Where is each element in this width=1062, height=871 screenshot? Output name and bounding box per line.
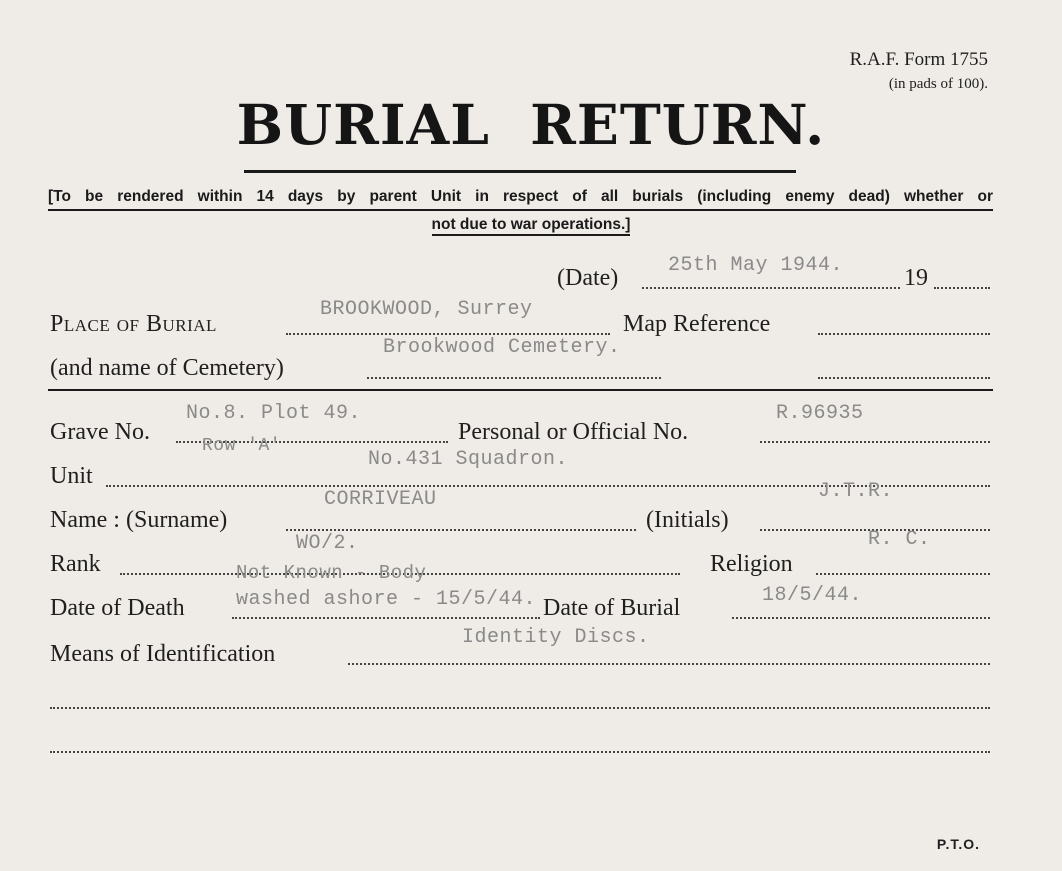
death-value-line-2: washed ashore - 15/5/44. xyxy=(236,588,537,611)
map-reference-field-line xyxy=(818,333,990,335)
rank-value: WO/2. xyxy=(296,532,359,555)
surname-field-line xyxy=(286,529,636,531)
religion-label: Religion xyxy=(710,551,793,577)
pto-note: P.T.O. xyxy=(936,836,980,852)
extra-field-line-2 xyxy=(50,751,990,753)
year-field-line xyxy=(934,287,990,289)
date-field-line xyxy=(642,287,900,289)
year-prefix: 19 xyxy=(904,265,928,291)
personal-no-field-line xyxy=(760,441,990,443)
instruction-line-2: not due to war operations.] xyxy=(432,216,631,236)
instruction-line-2-wrap xyxy=(0,216,1062,234)
grave-value: No.8. Plot 49. xyxy=(186,402,362,425)
map-reference-field-line-2 xyxy=(818,377,990,379)
personal-no-label: Personal or Official No. xyxy=(458,419,689,445)
religion-value: R. C. xyxy=(868,528,931,551)
form-number-block xyxy=(850,48,988,96)
grave-row-value: Row 'A' xyxy=(202,436,282,456)
form-title: BURIAL RETURN. xyxy=(236,92,826,157)
section-divider xyxy=(48,389,993,391)
extra-field-line-1 xyxy=(50,707,990,709)
rank-label: Rank xyxy=(50,551,101,577)
place-field-line xyxy=(286,333,610,335)
unit-value: No.431 Squadron. xyxy=(368,448,569,471)
cemetery-field-line xyxy=(367,377,661,379)
form-number: R.A.F. Form 1755 xyxy=(849,49,988,70)
identification-label: Means of Identification xyxy=(50,641,276,667)
date-of-burial-value: 18/5/44. xyxy=(762,584,863,607)
identification-field-line xyxy=(348,663,990,665)
date-of-death-field-line xyxy=(232,617,540,619)
date-label: (Date) xyxy=(557,265,619,291)
grave-no-label: Grave No. xyxy=(50,419,150,445)
instruction-underline xyxy=(48,209,993,211)
date-value: 25th May 1944. xyxy=(668,254,844,277)
place-value: BROOKWOOD, Surrey xyxy=(320,298,533,321)
unit-label: Unit xyxy=(50,463,93,489)
initials-label: (Initials) xyxy=(646,507,729,533)
place-of-burial-label: Place of Burial xyxy=(50,311,217,337)
personal-no-value: R.96935 xyxy=(776,402,864,425)
identification-value: Identity Discs. xyxy=(462,626,650,649)
cemetery-value: Brookwood Cemetery. xyxy=(383,336,621,359)
map-reference-label: Map Reference xyxy=(623,311,771,337)
initials-value: J.T.R. xyxy=(818,480,894,503)
pads-note: (in pads of 100). xyxy=(888,76,988,92)
title-underline xyxy=(244,170,796,173)
cemetery-label: (and name of Cemetery) xyxy=(50,355,284,381)
surname-value: CORRIVEAU xyxy=(324,488,437,511)
instruction-line-1: [To be rendered within 14 days by parent Unit in respect of all burials (including enemy dead) whether or xyxy=(48,188,993,205)
date-of-burial-field-line xyxy=(732,617,990,619)
date-of-death-label: Date of Death xyxy=(50,595,185,621)
death-value-line-1: Not Known - Body xyxy=(236,562,427,584)
religion-field-line xyxy=(816,573,990,575)
surname-label: Name : (Surname) xyxy=(50,507,228,533)
date-of-burial-label: Date of Burial xyxy=(543,595,681,621)
